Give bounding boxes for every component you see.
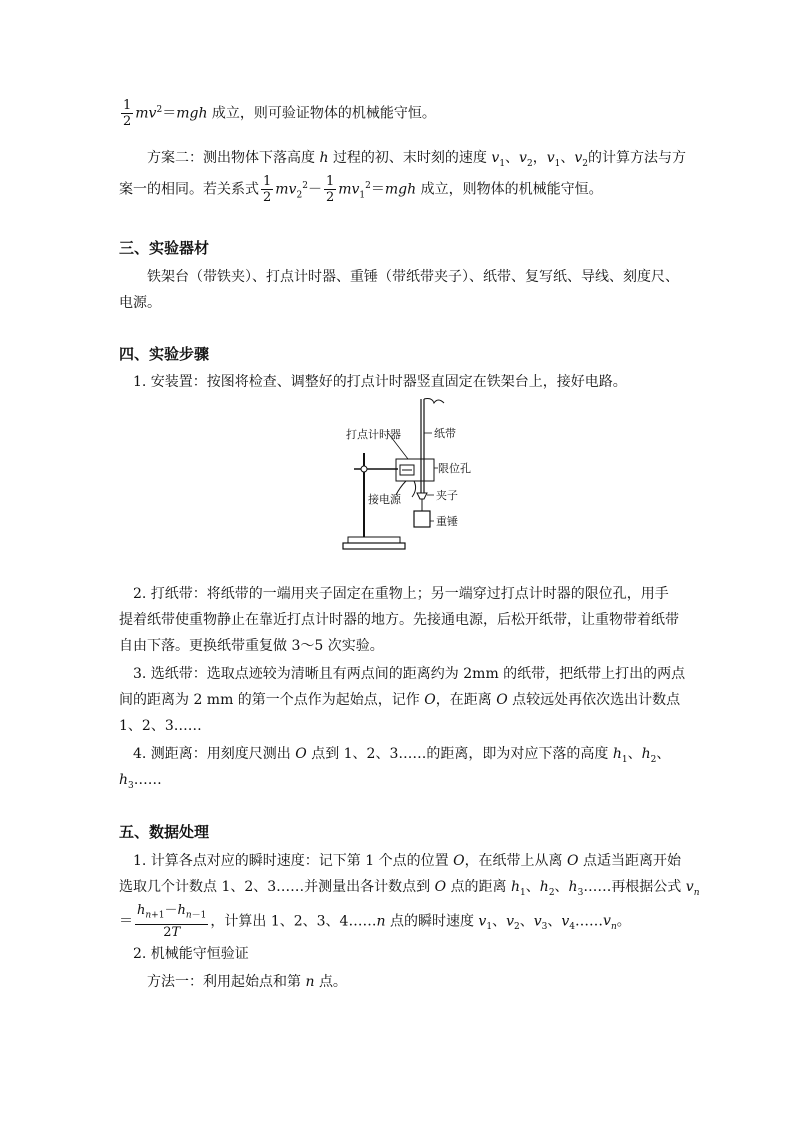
proc-1-line-1: 1. 计算各点对应的瞬时速度：记下第 1 个点的位置 O，在纸带上从离 O 点适当距离开始 [133, 853, 681, 869]
method-1: 方法一：利用起始点和第 n 点。 [147, 974, 347, 990]
label-tape: 纸带 [434, 427, 456, 440]
proc-1-line-3: ＝ $\frac{h_{n+1}-h_{n-1}}{2T}$ ，计算出 1、2、3、4……n 点的瞬时速度 $v_1$、$v_2$、$v_3$、$v_4\dots\dots v_n$。 [119, 903, 631, 940]
intro-line: $\frac{1}{2}$ $mv^2=mgh$ 成立，则可验证物体的机械能守恒。 [123, 98, 436, 129]
step-4-line-1: 4. 测距离：用刻度尺测出 O 点到 1、2、3……的距离，即为对应下落的高度 $h_1$、$h_2$、 [133, 746, 671, 765]
proc-2: 2. 机械能守恒验证 [133, 946, 249, 962]
label-timer: 打点计时器 [346, 428, 401, 441]
section-3-title: 三、实验器材 [119, 239, 210, 257]
step-3-line-3: 1、2、3…… [119, 718, 202, 734]
label-limit-hole: 限位孔 [438, 462, 471, 475]
step-3-line-2: 间的距离为 2 mm 的第一个点作为起始点，记作 O，在距离 O 点较远处再依次选出计数点 [119, 692, 681, 708]
fraction-half: $\frac{1}{2}$ [123, 98, 132, 129]
plan2-line1: 方案二：测出物体下落高度 h 过程的初、末时刻的速度 $v_1$、$v_2$，$v_1$、$v_2$的计算方法与方 [147, 150, 687, 169]
step-1: 1. 安装置：按图将检查、调整好的打点计时器竖直固定在铁架台上，接好电路。 [133, 374, 627, 390]
label-power: 接电源 [368, 493, 401, 506]
step-2-line-1: 2. 打纸带：将纸带的一端用夹子固定在重物上；另一端穿过打点计时器的限位孔，用手 [133, 586, 669, 602]
step-2-line-2: 提着纸带使重物静止在靠近打点计时器的地方。先接通电源，后松开纸带，让重物带着纸带 [119, 612, 679, 628]
step-2-line-3: 自由下落。更换纸带重复做 3～5 次实验。 [119, 638, 384, 654]
step-4-line-2: $h_3\dots\dots$ [119, 772, 162, 791]
section-4-title: 四、实验步骤 [119, 345, 210, 363]
section-5-title: 五、数据处理 [119, 823, 210, 841]
plan2-line2: 案一的相同。若关系式 $\frac{1}{2}$ $mv_2^2-$ $\frac{1}{2}$ $mv_1^2=mgh$ 成立，则物体的机械能守恒。 [119, 174, 603, 205]
label-clip: 夹子 [436, 489, 458, 502]
proc-1-line-2: 选取几个计数点 1、2、3……并测量出各计数点到 O 点的距离 $h_1$、$h_2$、$h_3\dots\dots$再根据公式 $v_n$ [119, 879, 700, 898]
sec3-text-1: 铁架台（带铁夹）、打点计时器、重锤（带纸带夹子）、纸带、复写纸、导线、刻度尺、 [147, 269, 679, 285]
step-3-line-1: 3. 选纸带：选取点迹较为清晰且有两点间的距离约为 2mm 的纸带，把纸带上打出的两点 [133, 666, 686, 682]
apparatus-figure [328, 393, 478, 563]
label-weight: 重锤 [436, 515, 458, 528]
sec3-text-2: 电源。 [119, 295, 161, 311]
